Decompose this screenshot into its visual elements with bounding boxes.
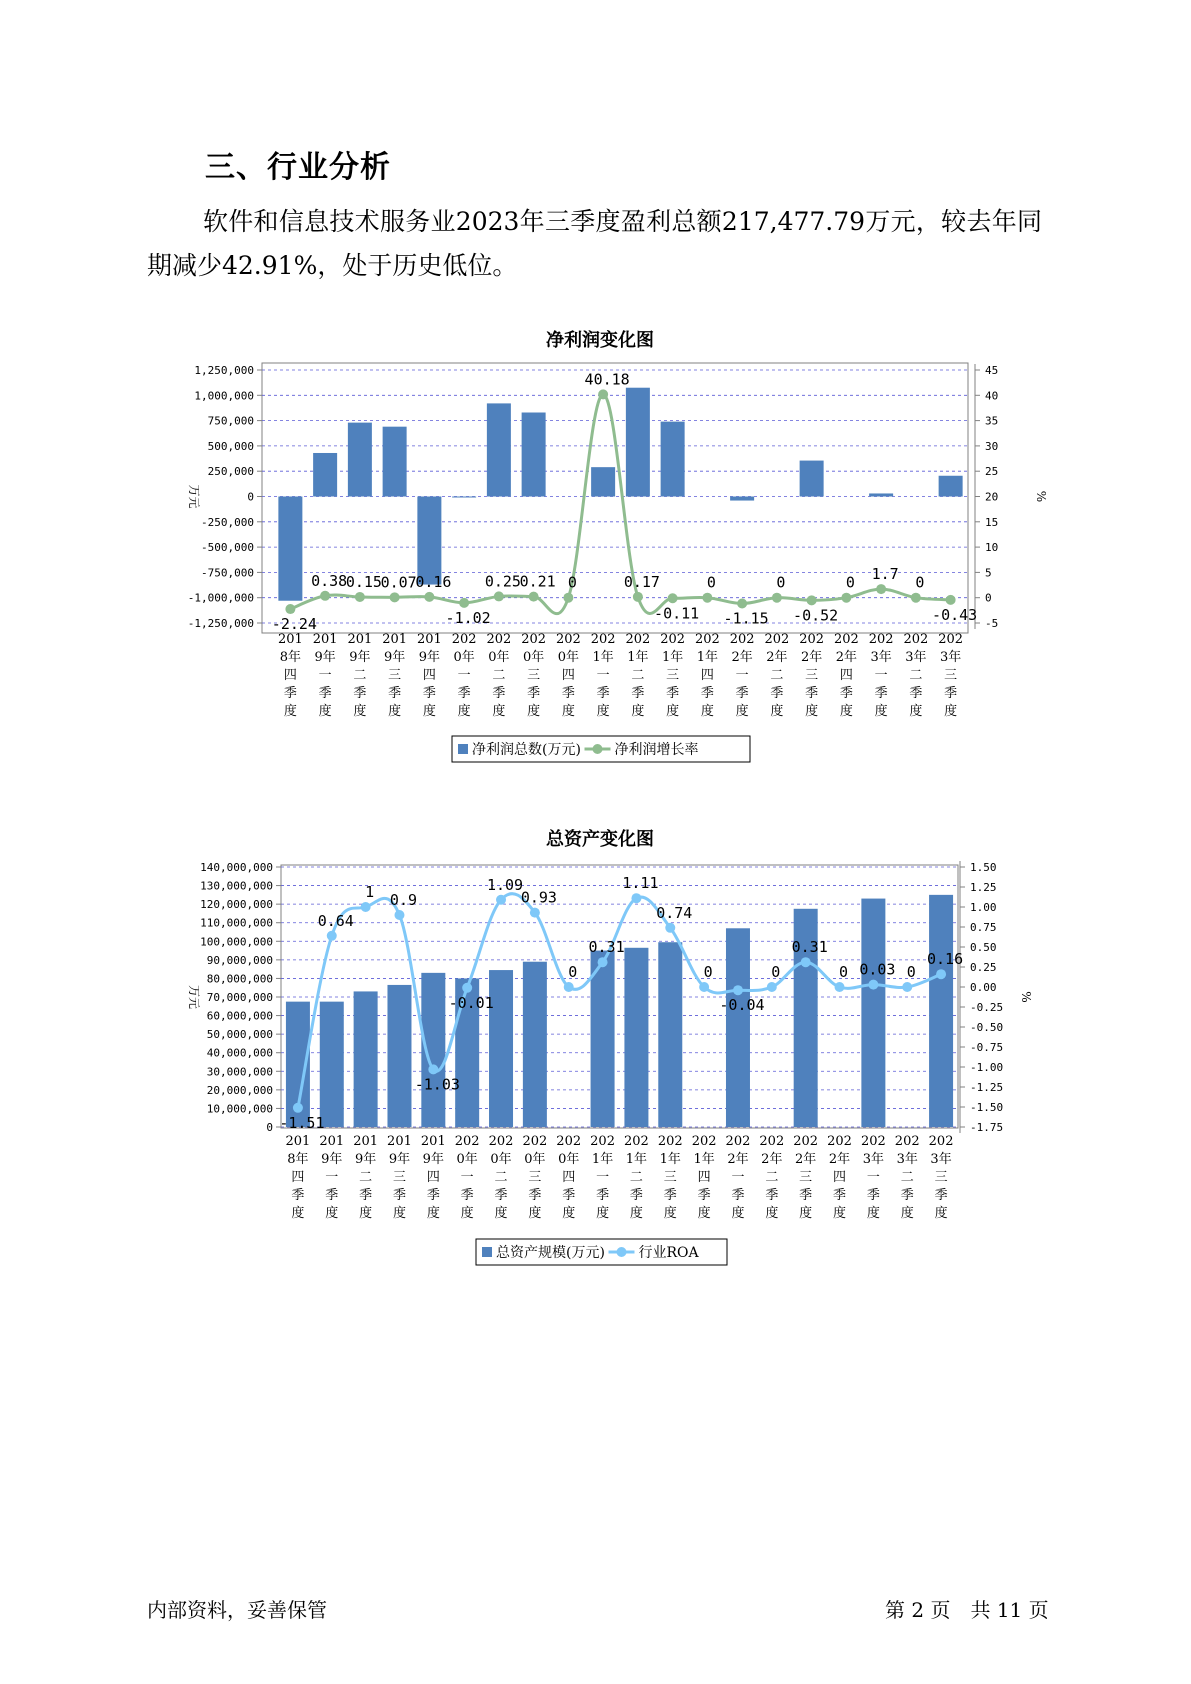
chart-2-y-tick-label: 140,000,000 [200, 861, 273, 874]
chart-1-bar [417, 497, 441, 585]
chart-2-line-point [327, 931, 337, 941]
chart-2-x-tick-label: 202 0年四季度 [556, 1134, 582, 1221]
chart-2-bar [387, 985, 411, 1127]
chart-2-data-label: 1.11 [622, 874, 659, 893]
chart-2-x-tick-label: 202 1年二季度 [624, 1134, 649, 1221]
chart-2-x-tick-label: 202 0年二季度 [488, 1134, 514, 1221]
chart-2-x-tick-label: 202 3年二季度 [894, 1134, 920, 1221]
chart-1-data-label: -0.52 [793, 606, 839, 625]
chart-2-x-tick-label: 202 0年一季度 [454, 1134, 480, 1221]
chart-1-bar [939, 476, 963, 497]
chart-2-line-point [496, 895, 506, 905]
chart-2-data-label: -0.04 [719, 996, 765, 1015]
chart-1-data-label: -0.11 [654, 604, 700, 623]
chart-1-line-point [668, 593, 678, 603]
chart-1-data-label: 0.16 [415, 572, 452, 591]
chart-1-line-point [876, 584, 886, 594]
chart-1-y2-tick-label: -5 [985, 617, 999, 630]
chart-1-x-tick-label: 201 9年二季度 [347, 632, 373, 719]
chart-1-data-label: 0.07 [380, 573, 417, 592]
chart-1-x-tick-label: 202 1年三季度 [660, 632, 686, 719]
chart-1-bar [522, 413, 546, 497]
chart-1-data-label: -0.43 [932, 605, 978, 624]
chart-1-x-tick-label: 202 2年三季度 [799, 632, 825, 719]
chart-1-x-tick-label: 202 3年二季度 [903, 632, 929, 719]
chart-2-data-label: 0 [906, 963, 916, 981]
section-heading: 三、行业分析 [205, 150, 391, 185]
page-suffix: 页 [1028, 1598, 1049, 1622]
chart-1-bar [313, 453, 337, 497]
chart-1-data-label: 0.17 [623, 572, 660, 591]
chart-1-y-tick-label: 750,000 [207, 414, 254, 428]
chart-1-y-tick-label: -1,250,000 [187, 617, 254, 630]
chart-2-line-point [835, 982, 845, 992]
chart-1-bar [869, 493, 893, 496]
chart-1-y-tick-label: -1,000,000 [187, 591, 254, 605]
body-paragraph: 软件和信息技术服务业2023年三季度盈利总额217,477.79万元，较去年同期减少42.91%，处于历史低位。 [147, 207, 1042, 280]
page-prefix: 第 [885, 1598, 905, 1622]
chart-2-y-tick-label: 10,000,000 [206, 1102, 273, 1116]
chart-1-y2-tick-label: 45 [985, 364, 999, 377]
chart-2-x-tick-label: 202 0年三季度 [522, 1134, 548, 1221]
chart-2-line-point [462, 983, 472, 993]
chart-2-line-point [767, 982, 777, 992]
chart-1-data-label: 0.15 [345, 572, 382, 591]
chart-1-data-label: 0 [915, 573, 925, 592]
chart-1-x-tick-label: 201 9年四季度 [416, 632, 442, 719]
chart-1-y2-axis-label: % [1034, 490, 1048, 503]
chart-2-title: 总资产变化图 [546, 829, 654, 850]
chart-2-legend-bar-label: 总资产规模(万元) [496, 1245, 605, 1261]
chart-1-bar [626, 388, 650, 497]
chart-1-y-tick-label: 250,000 [207, 465, 254, 479]
chart-2-y-tick-label: 100,000,000 [200, 935, 273, 949]
chart-2-legend-line-label: 行业ROA [638, 1245, 699, 1261]
chart-1-bar [452, 497, 476, 498]
chart-1-line-point [563, 593, 573, 603]
chart-1-x-tick-label: 202 0年三季度 [521, 632, 547, 719]
chart-1-line-point [737, 599, 747, 609]
chart-2-line-point [361, 902, 371, 912]
chart-1-bar [591, 467, 615, 496]
chart-2-line-point [733, 985, 743, 995]
chart-1-y2-tick-label: 0 [985, 591, 992, 605]
chart-2-data-label: 0.31 [588, 938, 625, 957]
chart-1-y2-tick-label: 30 [985, 439, 999, 453]
chart-1-data-label: 0 [706, 573, 716, 592]
chart-1-x-tick-label: 202 0年一季度 [451, 632, 477, 719]
chart-2-y2-tick-label: 0.75 [970, 921, 997, 934]
chart-2-data-label: -0.01 [448, 993, 494, 1012]
chart-1-line-point [841, 593, 851, 603]
chart-2-y-tick-label: 90,000,000 [206, 953, 273, 967]
chart-2-line-point [564, 982, 574, 992]
chart-2-y2-tick-label: -1.75 [970, 1121, 1004, 1134]
chart-1-bar [348, 423, 372, 497]
chart-2-data-label: 0 [771, 963, 781, 981]
chart-1-x-tick-label: 202 1年二季度 [625, 632, 651, 719]
chart-2-y2-tick-label: -0.50 [970, 1021, 1004, 1034]
chart-2-x-tick-label: 201 9年四季度 [420, 1134, 446, 1221]
chart-1-y2-tick-label: 15 [985, 515, 999, 529]
chart-1-data-label: 0 [776, 573, 786, 592]
chart-1-x-tick-label: 202 2年二季度 [764, 632, 790, 719]
chart-1-line-point [459, 598, 469, 608]
chart-2-y2-tick-label: -0.75 [970, 1041, 1004, 1054]
chart-1-y2-tick-label: 25 [985, 465, 999, 479]
chart-1-data-label: 1.7 [871, 565, 899, 584]
chart-1-legend-line-label: 净利润增长率 [614, 742, 699, 758]
chart-2-line-point [530, 908, 540, 918]
chart-2-y2-tick-label: -0.25 [970, 1001, 1004, 1014]
chart-2-bar [354, 991, 378, 1127]
chart-2-y2-tick-label: -1.00 [970, 1061, 1004, 1074]
chart-2-x-tick-label: 201 9年二季度 [353, 1134, 379, 1221]
chart-1-data-label: -1.15 [723, 609, 769, 628]
chart-2-line-point [394, 910, 404, 920]
chart-1-data-label: 0 [845, 573, 855, 592]
chart-2-y2-tick-label: 0.25 [970, 961, 997, 974]
chart-2-data-label: -1.51 [279, 1113, 325, 1132]
chart-1-y-tick-label: -750,000 [201, 566, 254, 580]
chart-1-y-tick-label: 1,250,000 [194, 364, 254, 377]
chart-2-line-point [665, 923, 675, 933]
chart-2-line-point [902, 982, 912, 992]
chart-1-x-tick-label: 201 9年一季度 [312, 632, 338, 719]
chart-2-x-tick-label: 201 9年三季度 [387, 1134, 412, 1221]
chart-2-line-point [868, 980, 878, 990]
chart-2-line-point [293, 1103, 303, 1113]
chart-2-data-label: 0 [703, 963, 713, 981]
chart-2-bar [929, 895, 953, 1127]
chart-2-data-label: 0.16 [927, 950, 964, 969]
chart-2-y2-tick-label: 0.00 [970, 981, 997, 994]
chart-1-bar [278, 497, 302, 601]
chart-2-x-tick-label: 202 2年二季度 [759, 1134, 785, 1221]
chart-1-line-point [320, 591, 330, 601]
chart-2-bar [523, 962, 547, 1127]
chart-1-x-tick-label: 202 1年四季度 [694, 632, 720, 719]
chart-1-data-label: 0 [567, 573, 577, 592]
chart-2-data-label: 0 [568, 963, 578, 981]
chart-1-x-tick-label: 202 3年三季度 [938, 632, 964, 719]
chart-1-data-label: 0.21 [519, 572, 556, 591]
chart-1-line-point [285, 604, 295, 614]
chart-1-line-point [911, 593, 921, 603]
chart-1-line-point [424, 592, 434, 602]
chart-1-data-label: 0.38 [311, 571, 348, 590]
chart-2-line-point [428, 1064, 438, 1074]
chart-1-y-tick-label: -250,000 [201, 515, 254, 529]
chart-2-y-tick-label: 0 [266, 1121, 273, 1134]
chart-1-x-tick-label: 202 1年一季度 [590, 632, 616, 719]
chart-2-data-label: -1.03 [414, 1075, 460, 1094]
chart-2-bar [658, 942, 682, 1127]
chart-1-y2-tick-label: 5 [985, 566, 992, 580]
chart-2-x-tick-label: 202 2年一季度 [725, 1134, 751, 1221]
chart-2-data-label: 1 [365, 883, 375, 901]
chart-2-line-point [631, 893, 641, 903]
chart-2-y-tick-label: 70,000,000 [206, 991, 273, 1004]
chart-2-bar [861, 899, 885, 1127]
chart-2-y2-tick-label: 0.50 [970, 941, 997, 954]
chart-2-y2-tick-label: -1.25 [970, 1081, 1004, 1094]
chart-2-legend-bar-swatch [482, 1247, 492, 1257]
chart-1-line-point [598, 389, 608, 399]
chart-1-x-tick-label: 202 2年一季度 [729, 632, 755, 719]
chart-1-bar [487, 403, 511, 496]
chart-2-data-label: 0.31 [791, 938, 828, 957]
chart-2-y-tick-label: 60,000,000 [206, 1009, 273, 1023]
page-num: 2 [911, 1598, 925, 1622]
chart-1-y-tick-label: 0 [247, 490, 254, 504]
chart-2-x-tick-label: 202 2年四季度 [827, 1134, 852, 1221]
chart-2-line-point [801, 957, 811, 967]
chart-2-y2-axis-label: % [1019, 991, 1033, 1003]
chart-1-legend-bar-label: 净利润总数(万元) [472, 742, 581, 758]
chart-1-bar [800, 461, 824, 497]
chart-1-line-point [355, 592, 365, 602]
chart-2-data-label: 0.74 [656, 903, 693, 922]
chart-2-x-tick-label: 202 2年三季度 [793, 1134, 819, 1221]
chart-2-y-tick-label: 80,000,000 [206, 972, 273, 986]
chart-2-y-tick-label: 30,000,000 [206, 1065, 273, 1079]
chart-1-x-tick-label: 201 9年三季度 [382, 632, 408, 719]
chart-1-data-label: 0.25 [484, 572, 521, 591]
chart-2-legend-line-marker [617, 1247, 627, 1257]
chart-1-line-point [702, 593, 712, 603]
chart-1-y2-tick-label: 35 [985, 414, 999, 428]
chart-2-y2-tick-label: 1.00 [970, 901, 997, 914]
chart-2-bar [320, 1002, 344, 1127]
chart-1-data-label: 40.18 [584, 370, 630, 389]
chart-1-bar [661, 422, 685, 497]
chart-2-data-label: 1.09 [486, 875, 524, 894]
chart-2-y-tick-label: 50,000,000 [206, 1028, 273, 1042]
chart-2-line-point [699, 982, 709, 992]
chart-1-line-point [494, 591, 504, 601]
chart-2-y2-tick-label: 1.25 [970, 881, 997, 894]
chart-2-y-tick-label: 40,000,000 [206, 1046, 273, 1060]
chart-1-y-tick-label: 1,000,000 [194, 389, 254, 403]
chart-2-x-tick-label: 202 3年三季度 [928, 1134, 954, 1221]
chart-2-y-tick-label: 130,000,000 [200, 879, 273, 893]
chart-1-legend-bar-swatch [458, 744, 468, 754]
chart-1-line-point [390, 592, 400, 602]
chart-2-y-tick-label: 110,000,000 [200, 916, 273, 930]
chart-2-data-label: 0.9 [389, 891, 418, 909]
page-mid: 页 共 [930, 1598, 991, 1622]
chart-2-x-tick-label: 202 1年四季度 [691, 1134, 717, 1221]
chart-2-x-tick-label: 202 3年一季度 [860, 1134, 886, 1221]
chart-1-line-point [946, 595, 956, 605]
chart-1-line-point [529, 592, 539, 602]
chart-2-y-tick-label: 20,000,000 [206, 1083, 273, 1097]
chart-1-legend-line-marker [593, 744, 603, 754]
chart-2-bar [624, 948, 648, 1127]
chart-2-line-point [936, 969, 946, 979]
chart-1-bar [383, 427, 407, 497]
chart-1-y-tick-label: 500,000 [207, 439, 254, 453]
page-total: 11 [996, 1598, 1023, 1622]
chart-1-bar [730, 497, 754, 501]
chart-2-y2-tick-label: -1.50 [970, 1101, 1004, 1114]
chart-2-x-tick-label: 201 8年四季度 [285, 1134, 311, 1221]
chart-2-data-label: 0.64 [317, 911, 354, 930]
chart-1-y2-tick-label: 10 [985, 541, 999, 555]
chart-1-y2-tick-label: 40 [985, 389, 999, 403]
chart-2-bar [591, 951, 615, 1127]
chart-1-line-point [807, 595, 817, 605]
chart-1-x-tick-label: 201 8年四季度 [277, 632, 303, 719]
chart-1-x-tick-label: 202 2年四季度 [833, 632, 859, 719]
chart-1-y-axis-label: 万元 [187, 484, 201, 509]
chart-2-x-tick-label: 201 9年一季度 [319, 1134, 345, 1221]
footer-page-number [885, 1594, 1049, 1623]
chart-1-line-point [772, 593, 782, 603]
chart-1-x-tick-label: 202 3年一季度 [868, 632, 894, 719]
chart-2-x-tick-label: 202 1年一季度 [590, 1134, 615, 1221]
chart-1-y-tick-label: -500,000 [201, 541, 254, 555]
chart-2-line-point [598, 957, 608, 967]
chart-1-y2-tick-label: 20 [985, 490, 999, 504]
chart-1-x-tick-label: 202 0年二季度 [486, 632, 512, 719]
chart-1-line-point [633, 592, 643, 602]
chart-1-data-label: -1.02 [445, 608, 491, 627]
chart-2-x-tick-label: 202 1年三季度 [657, 1134, 683, 1221]
chart-2-data-label: 0.93 [520, 888, 557, 907]
footer-left: 内部资料，妥善保管 [147, 1598, 327, 1622]
chart-2-data-label: 0 [839, 963, 849, 981]
chart-2-data-label: 0.03 [859, 960, 896, 979]
chart-1-data-label: -2.24 [271, 615, 317, 634]
chart-2-y2-tick-label: 1.50 [970, 861, 997, 874]
chart-2-y-axis-label: 万元 [187, 984, 201, 1010]
chart-1-title: 净利润变化图 [546, 330, 654, 351]
chart-2-y-tick-label: 120,000,000 [200, 898, 273, 912]
chart-2-bar [726, 928, 750, 1127]
chart-1-x-tick-label: 202 0年四季度 [555, 632, 581, 719]
